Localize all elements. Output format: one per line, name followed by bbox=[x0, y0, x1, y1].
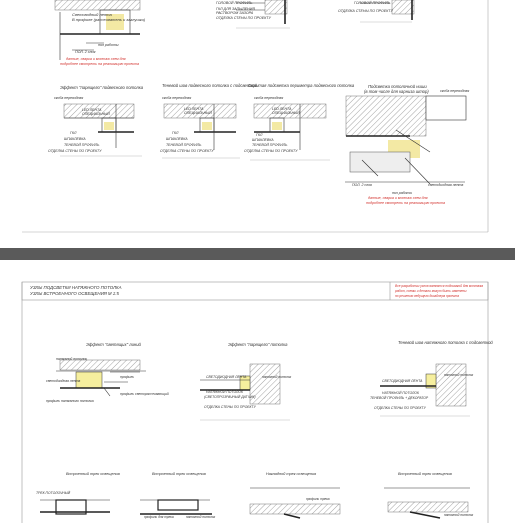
track-title-4: Встроенный трек освещения bbox=[398, 472, 452, 476]
label-b2: ГКЛ ДЛЯ ЗАПЫЛЕНИЯ bbox=[216, 7, 255, 11]
page-separator bbox=[0, 248, 515, 260]
p2-detail-1-l1: натяжной потолок bbox=[56, 357, 88, 361]
detail-3-l7: ОТДЕЛКА СТЕНЫ ПО ПРОЕКТУ bbox=[244, 149, 298, 153]
detail-3-l6: ТЕНЕВОЙ ПРОФИЛЬ bbox=[252, 143, 288, 147]
track-l1: ТРЕК ПОТОЛОЧНЫЙ bbox=[36, 491, 71, 495]
niche-title-1: Подсветка потолочной ниши bbox=[368, 84, 427, 89]
p2-detail-3-title: Теневой шов натяжного потолка с подсветкой bbox=[398, 340, 493, 345]
niche-l1: скоба переходная bbox=[440, 89, 470, 93]
track-title-3: Накладной трек освещения bbox=[266, 472, 317, 476]
sheet-1-drawing bbox=[0, 0, 515, 248]
track-l4: профиль трека bbox=[306, 497, 330, 501]
red-note-2: подробнее смотреть на реализацию проекта bbox=[60, 62, 139, 66]
sheet-2-drawing bbox=[0, 260, 515, 523]
track-title-2: Встроенный трек освещения bbox=[152, 472, 206, 476]
detail-2-l2: LED ЛЕНТА bbox=[184, 107, 204, 111]
detail-2-l1: скоба переходная bbox=[162, 96, 192, 100]
p2-detail-3-l1: СВЕТОДИОДНАЯ ЛЕНТА bbox=[382, 379, 423, 383]
label-b4: ОТДЕЛКА СТЕНЫ ПО ПРОЕКТУ bbox=[216, 16, 271, 20]
detail-1-l1: скоба переходная bbox=[54, 96, 84, 100]
p2-detail-1-l2: светодиодная лента bbox=[46, 379, 81, 383]
detail-1-l6: ТЕНЕВОЙ ПРОФИЛЬ bbox=[64, 143, 100, 147]
detail-1-l7: ОТДЕЛКА СТЕНЫ ПО ПРОЕКТУ bbox=[48, 149, 102, 153]
detail-3-l4: ГКЛ bbox=[256, 133, 263, 137]
p2-detail-2-l2: НАТЯЖНОЙ ПОТОЛОК bbox=[206, 390, 243, 394]
niche-title-2: (в том числе для карниза штор) bbox=[364, 89, 429, 94]
detail-1-l4: ГКЛ bbox=[70, 131, 77, 135]
label-c1: ГОЛОВОЙ ПРОФИЛЬ bbox=[354, 1, 391, 5]
detail-3-l1: скоба переходная bbox=[254, 96, 284, 100]
p2-detail-3-l4: ОТДЕЛКА СТЕНЫ ПО ПРОЕКТУ bbox=[374, 406, 426, 410]
label-c2: ОТДЕЛКА СТЕНЫ ПО ПРОЕКТУ bbox=[338, 9, 393, 13]
header-red-3: по решению ведущего дизайнера проекта bbox=[395, 294, 460, 298]
niche-l2: светодиодная лента bbox=[428, 183, 464, 187]
header-red-1: Все разработки узлов являются подсказкой для монтажа bbox=[395, 284, 484, 288]
detail-2-l6: ТЕНЕВОЙ ПРОФИЛЬ bbox=[166, 143, 202, 147]
niche-red-1: данные, сварка и монтаж схем для bbox=[368, 196, 428, 200]
label-b1: ГОЛОВОЙ ПРОФИЛЬ bbox=[216, 1, 253, 5]
detail-1-l5: ШПАКЛЕВКА bbox=[64, 137, 86, 141]
label-b3: РАСТВОРОМ ЗАЗОРА bbox=[216, 11, 254, 15]
p2-detail-1-title: Эффект "светящих" линий bbox=[86, 342, 141, 347]
track-l3: натяжной потолок bbox=[186, 515, 216, 519]
p2-detail-1-l5: профиль натяжного потолка bbox=[46, 399, 94, 403]
top-left-detail bbox=[55, 0, 140, 60]
detail-2-l4: ГКЛ bbox=[172, 131, 179, 135]
track-l2: профиль для трека bbox=[144, 515, 174, 519]
label-d2: ПОЛ. 2 слоя bbox=[75, 50, 96, 54]
detail-2-l3: ОПЕЦИАЛЬНЫЙ bbox=[184, 111, 212, 115]
track-l5: натяжной потолок bbox=[444, 513, 474, 517]
niche-l4: ПОЛ. 2 слоя bbox=[352, 183, 372, 187]
detail-ceiling-niche bbox=[345, 96, 466, 184]
drawing-sheet-2 bbox=[0, 260, 515, 523]
p2-detail-3-l3: ТЕНЕВОЙ ПРОФИЛЬ + ДЕКОРАТОР bbox=[370, 396, 429, 400]
p2-detail-2-l1: СВЕТОДИОДНАЯ ЛЕНТА bbox=[206, 375, 247, 379]
detail-2-l5: ШПАКЛЕВКА bbox=[166, 137, 188, 141]
detail-1-l3: ОПЕЦИАЛЬНЫЙ bbox=[82, 112, 110, 116]
p2-detail-2-title: Эффект "парящего" потолка bbox=[228, 342, 288, 347]
detail-3-l5: ШПАКЛЕВКА bbox=[252, 138, 274, 142]
p2-detail-3-l2: НАТЯЖНОЙ ПОТОЛОК bbox=[382, 391, 419, 395]
p2-detail-2-l4: ОТДЕЛКА СТЕНЫ ПО ПРОЕКТУ bbox=[204, 405, 256, 409]
detail-2-title: Теневой шов подвесного потолка с подсветкой bbox=[162, 83, 257, 88]
detail-1-l2: LED ЛЕНТА bbox=[82, 108, 102, 112]
p2-detail-1-l4: профиль светорассеивающий bbox=[120, 392, 169, 396]
track-title-1: Встроенный трек освещения bbox=[66, 472, 120, 476]
detail-3-l3: ОПЕЦИАЛЬНЫЙ bbox=[272, 111, 300, 115]
p2-detail-3-l5: натяжной потолок bbox=[444, 373, 474, 377]
p2-detail-2-l5: натяжной потолок bbox=[262, 375, 292, 379]
header-title-2: УЗЛЫ ВСТРОЕННОГО ОСВЕЩЕНИЯ М 1:5 bbox=[30, 291, 119, 296]
detail-3-l2: LED ЛЕНТА bbox=[272, 107, 292, 111]
niche-l3: пол работы bbox=[392, 191, 413, 195]
header-title-1: УЗЛЫ ПОДСВЕТКИ НАТЯЖНОГО ПОТОЛКА bbox=[30, 285, 122, 290]
detail-3-title: Скрытая подсветка периметра подвесного потолка bbox=[248, 83, 355, 88]
niche-red-2: подробнее смотреть на реализацию проекта bbox=[366, 201, 445, 205]
p2-detail-2-l3: (СВЕТОПРОЗРАЧНЫЙ ДАТЧИК) bbox=[204, 395, 256, 399]
track-details bbox=[40, 488, 470, 518]
detail-2-l7: ОТДЕЛКА СТЕНЫ ПО ПРОЕКТУ bbox=[160, 149, 214, 153]
p2-detail-1-l3: профиль bbox=[120, 375, 135, 379]
drawing-sheet-1 bbox=[0, 0, 515, 248]
label-d1: пол работы bbox=[98, 43, 119, 47]
red-note-1: данные, сварка и монтаж схем для bbox=[66, 57, 126, 61]
detail-1-title: Эффект "парящего" подвесного потолка bbox=[60, 85, 144, 90]
header-red-2: работ, схемы и детали могут быть изменены bbox=[395, 289, 467, 293]
label-a1: Световодный лента bbox=[72, 12, 112, 17]
label-a2: В профиле (рассеиватель и заглушки) bbox=[72, 17, 146, 22]
